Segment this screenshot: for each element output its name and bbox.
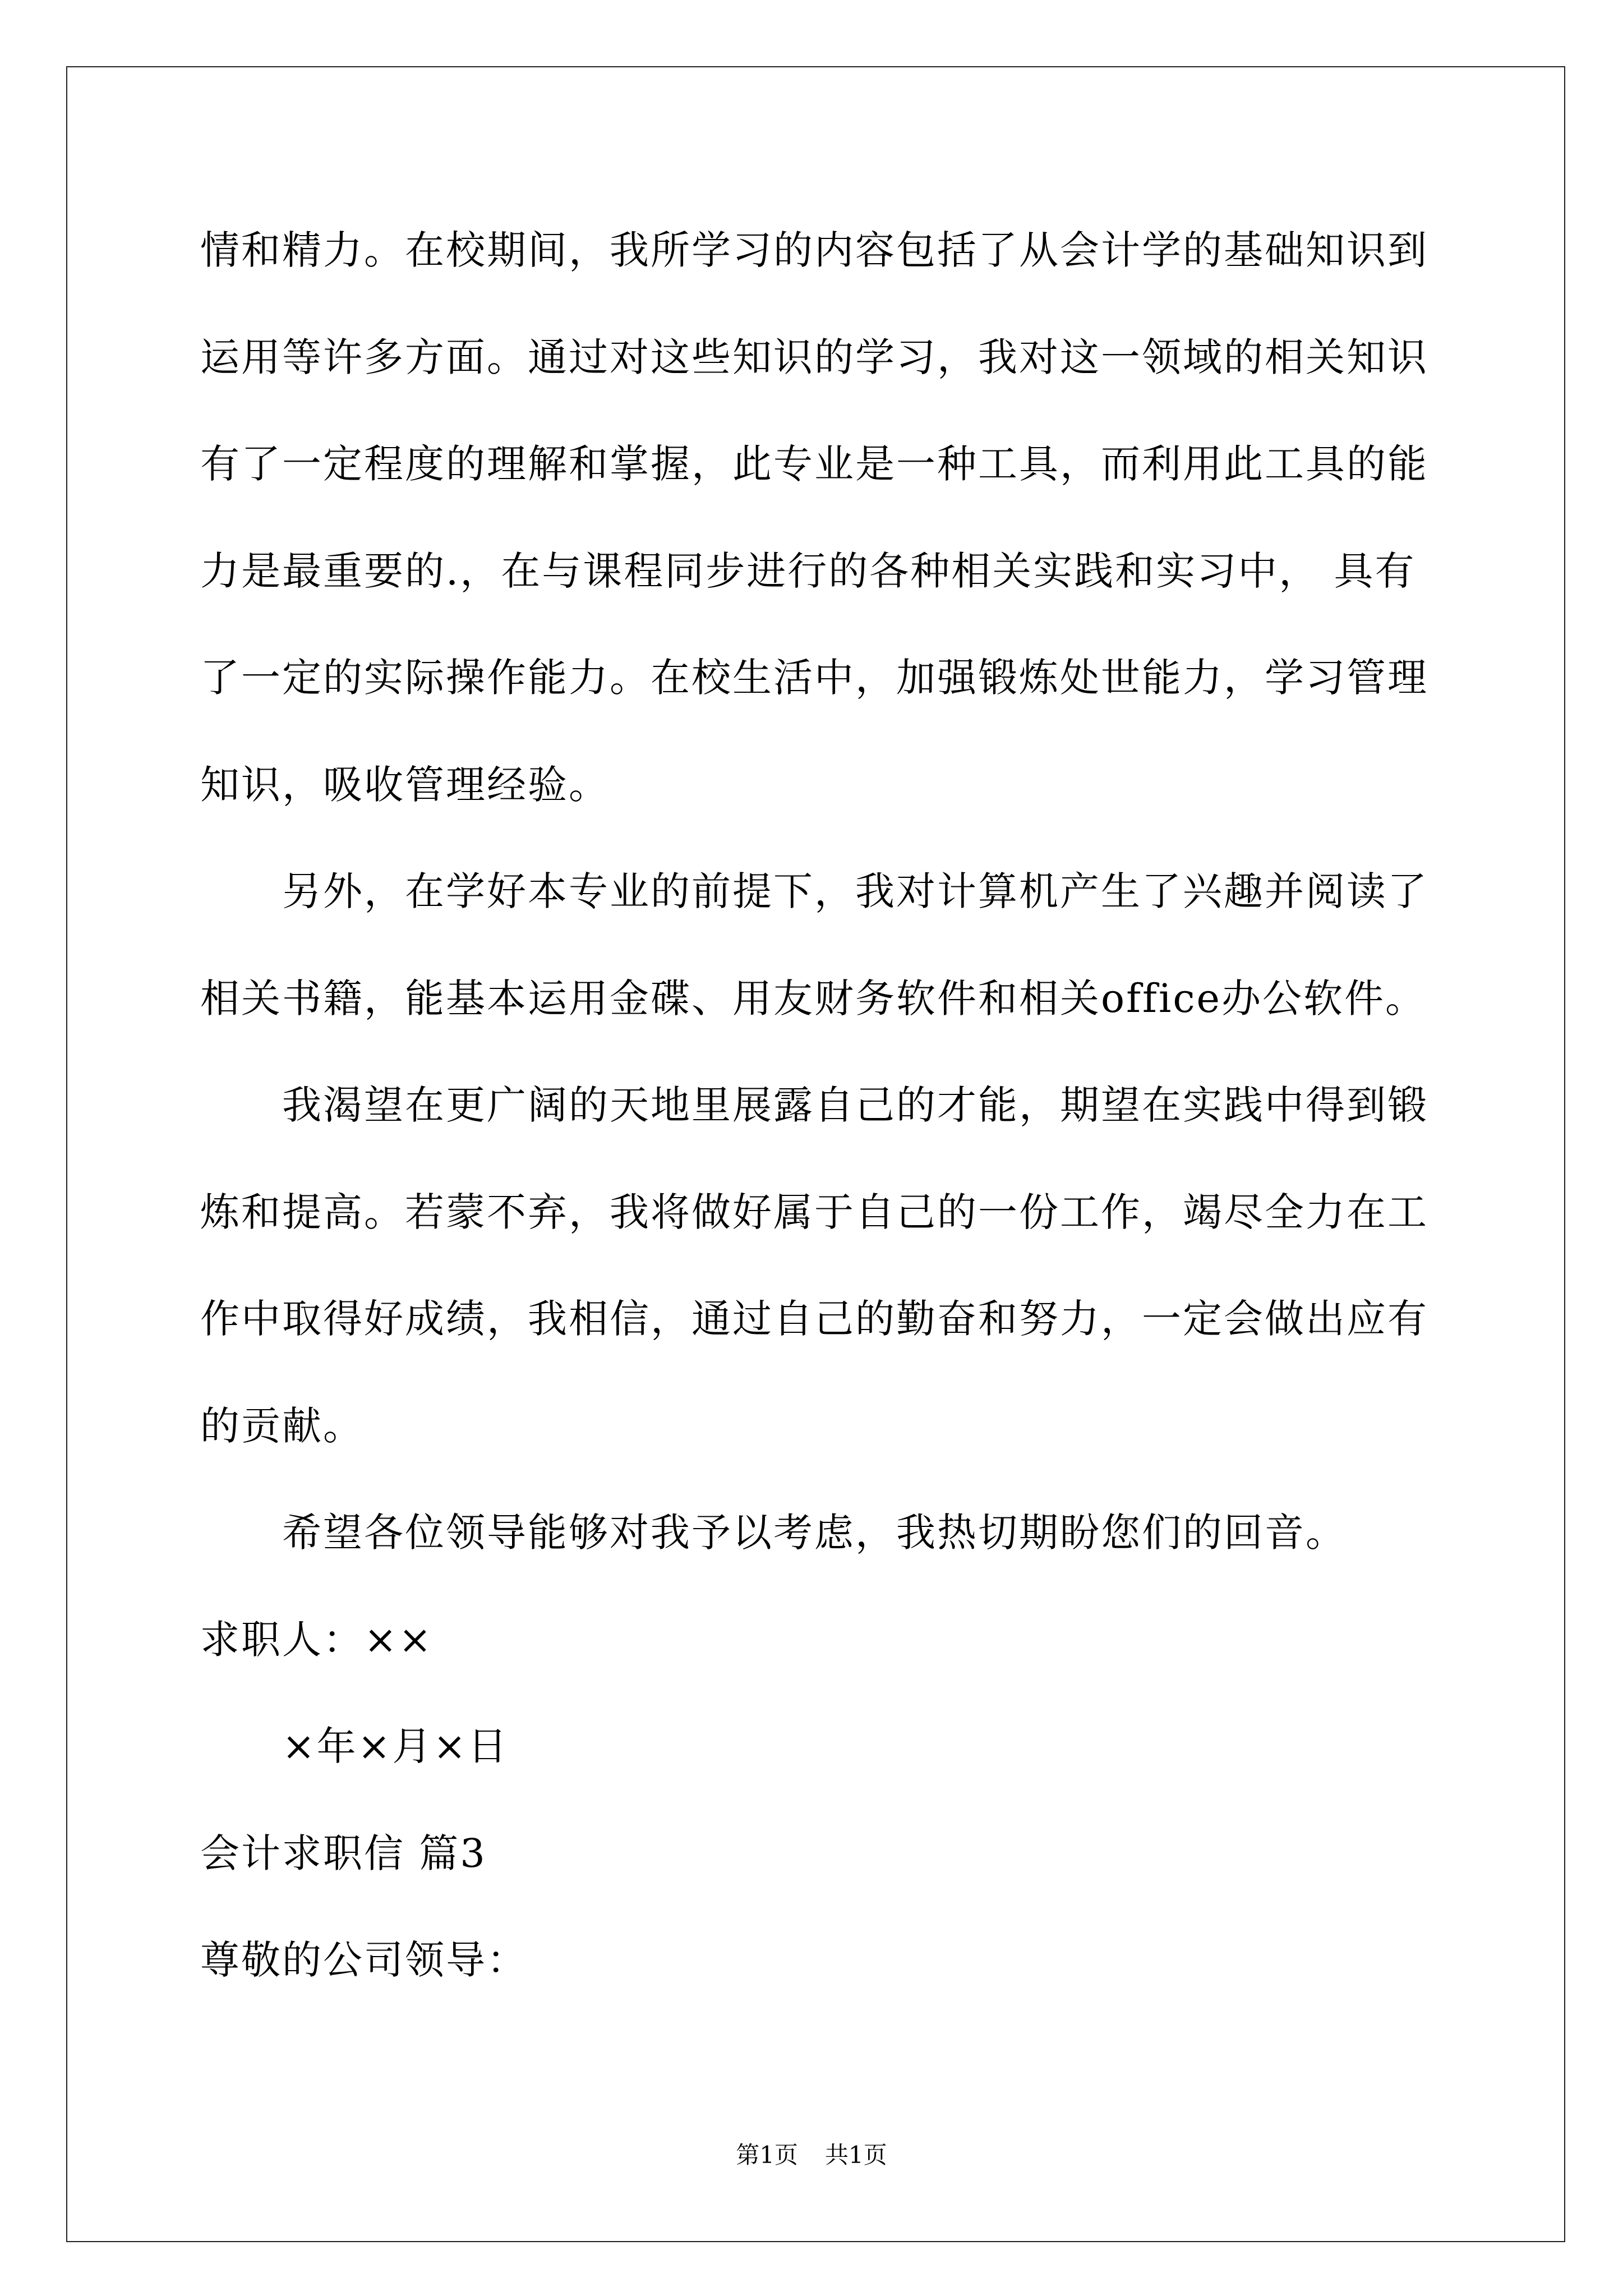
paragraph <box>200 197 1490 838</box>
document-body <box>200 197 1490 2014</box>
text-line: 我渴望在更广阔的天地里展露自己的才能，期望在实践中得到锻 <box>282 1082 1428 1128</box>
page-footer <box>0 2140 1623 2170</box>
text-line: 运用等许多方面。通过对这些知识的学习，我对这一领域的相关知识 <box>200 334 1428 380</box>
text-line: 知识，吸收管理经验。 <box>200 761 610 808</box>
paragraph <box>200 1479 1490 1586</box>
text-line: 作中取得好成绩，我相信，通过自己的勤奋和努力，一定会做出应有 <box>200 1296 1428 1342</box>
date: ×年×月×日 <box>282 1723 509 1769</box>
section-title: 会计求职信 篇3 <box>200 1830 487 1876</box>
text-line: 有了一定程度的理解和掌握，此专业是一种工具，而利用此工具的能 <box>200 441 1428 487</box>
text-line: 希望各位领导能够对我予以考虑，我热切期盼您们的回音。 <box>282 1510 1347 1556</box>
text-line: 情和精力。在校期间，我所学习的内容包括了从会计学的基础知识到 <box>200 227 1428 273</box>
text-line: 的贡献。 <box>200 1402 364 1449</box>
text-line: 炼和提高。若蒙不弃，我将做好属于自己的一份工作，竭尽全力在工 <box>200 1189 1428 1235</box>
page-total: 共1页 <box>825 2141 887 2169</box>
text-line: 相关书籍，能基本运用金碟、用友财务软件和相关office办公软件。 <box>200 975 1426 1022</box>
signature: 求职人：×× <box>200 1616 434 1663</box>
text-line: 力是最重要的.，在与课程同步进行的各种相关实践和实习中， 具有 <box>200 547 1416 594</box>
salutation: 尊敬的公司领导： <box>200 1937 528 1983</box>
text-line: 了一定的实际操作能力。在校生活中，加强锻炼处世能力，学习管理 <box>200 655 1428 701</box>
text-line: 另外，在学好本专业的前提下，我对计算机产生了兴趣并阅读了 <box>282 868 1428 914</box>
paragraph <box>200 1052 1490 1479</box>
page-number: 第1页 <box>736 2141 798 2169</box>
paragraph <box>200 838 1490 1052</box>
